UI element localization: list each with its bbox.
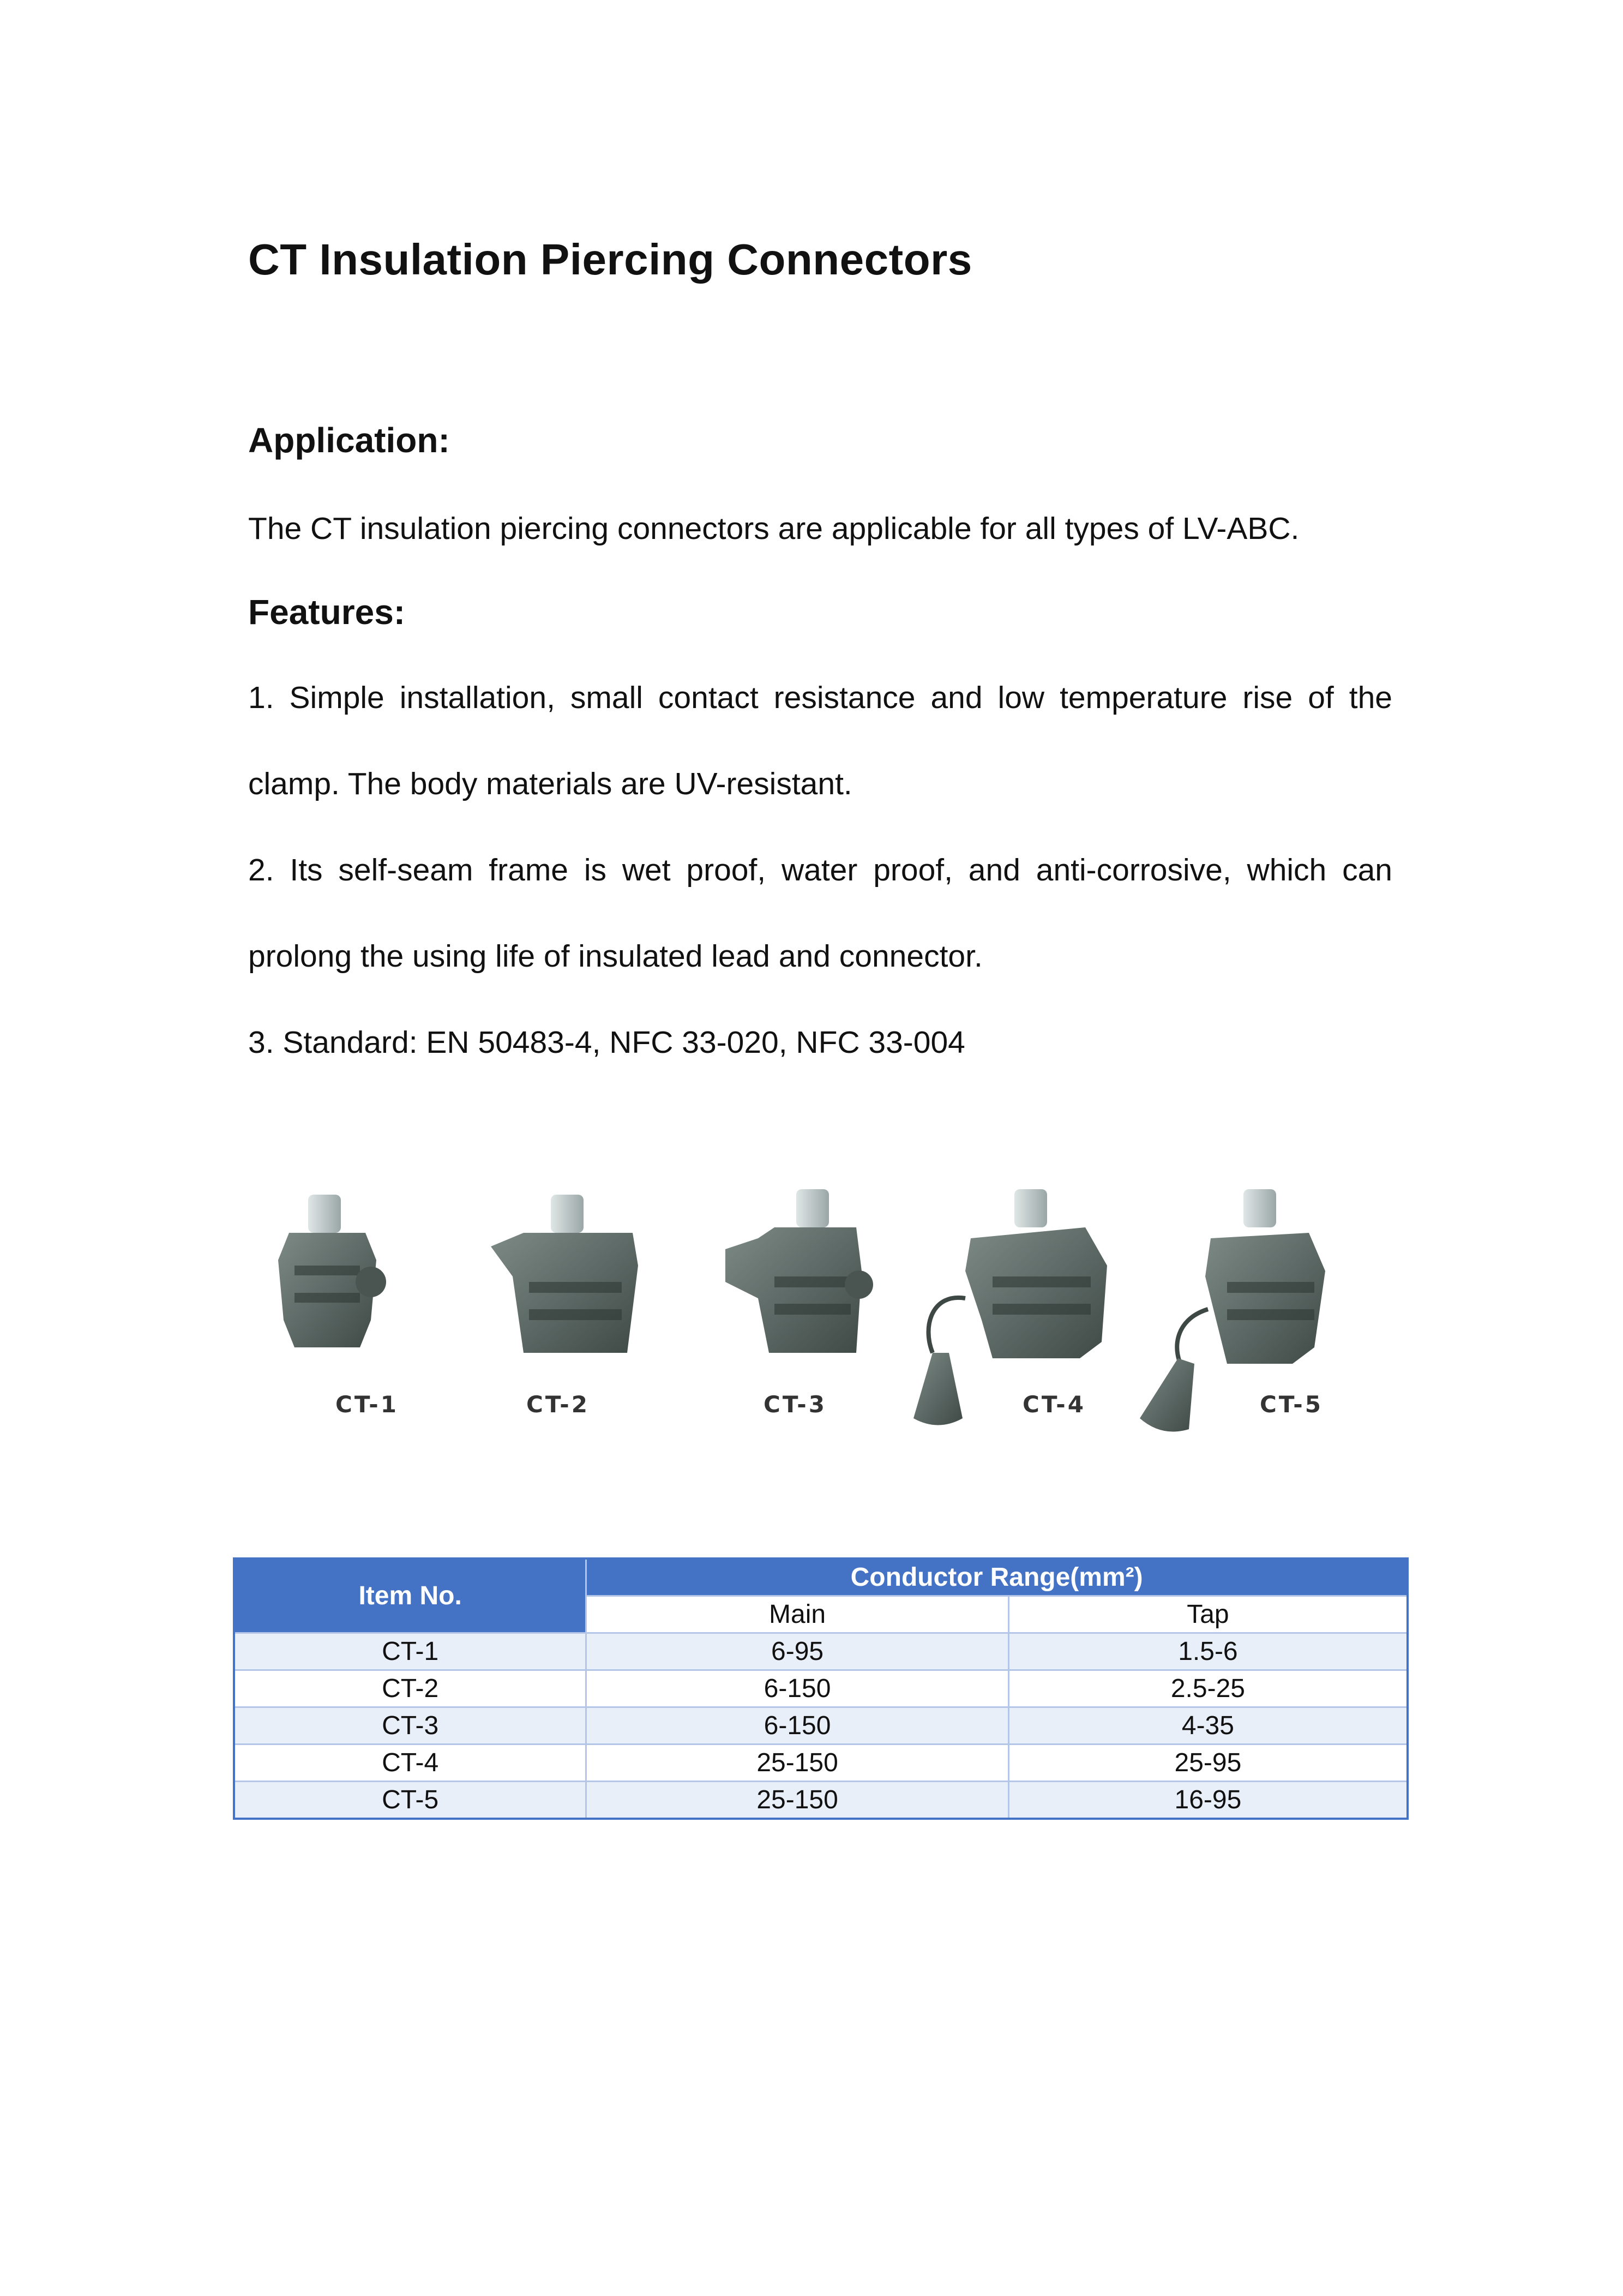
header-main: Main: [586, 1596, 1009, 1633]
cell-main: 6-95: [586, 1633, 1009, 1670]
conductor-range-table: [233, 1557, 1409, 1820]
cell-main: 6-150: [586, 1670, 1009, 1707]
feature-item-1: 1. Simple installation, small contact resistance and low temperature rise of the clamp. The body materials are UV-resistant.: [248, 680, 1392, 801]
header-conductor-range: Conductor Range(mm²): [586, 1558, 1408, 1596]
table-row: [234, 1745, 1408, 1782]
connector-label-ct5: CT-5: [1260, 1391, 1323, 1418]
connector-ct1-image: [278, 1195, 386, 1347]
header-item-no: Item No.: [234, 1558, 586, 1633]
cell-tap: 2.5-25: [1008, 1670, 1408, 1707]
connector-ct4-image: [913, 1189, 1107, 1425]
connectors-figure: [256, 1156, 1369, 1462]
cell-item: CT-4: [234, 1745, 586, 1782]
cell-tap: 25-95: [1008, 1745, 1408, 1782]
connector-ct2-image: [491, 1195, 638, 1353]
cell-item: CT-3: [234, 1707, 586, 1745]
cell-main: 25-150: [586, 1745, 1009, 1782]
cell-main: 25-150: [586, 1782, 1009, 1819]
features-heading: Features:: [248, 592, 406, 632]
connector-label-ct1: CT-1: [335, 1391, 399, 1418]
cell-item: CT-1: [234, 1633, 586, 1670]
feature-item-3: 3. Standard: EN 50483-4, NFC 33-020, NFC 33-004: [248, 1025, 965, 1060]
connector-label-ct2: CT-2: [526, 1391, 590, 1418]
cell-tap: 16-95: [1008, 1782, 1408, 1819]
table-row: [234, 1707, 1408, 1745]
cell-tap: 1.5-6: [1008, 1633, 1408, 1670]
table-row: [234, 1782, 1408, 1819]
connector-label-ct4: CT-4: [1023, 1391, 1086, 1418]
cell-item: CT-5: [234, 1782, 586, 1819]
cell-tap: 4-35: [1008, 1707, 1408, 1745]
feature-item-2: 2. Its self-seam frame is wet proof, water proof, and anti-corrosive, which can prolong the using life of insulated lead and connector.: [248, 853, 1392, 974]
application-heading: Application:: [248, 421, 450, 460]
connector-ct3-image: [725, 1189, 873, 1353]
table-row: [234, 1633, 1408, 1670]
header-tap: Tap: [1008, 1596, 1408, 1633]
connector-label-ct3: CT-3: [764, 1391, 827, 1418]
application-text: The CT insulation piercing connectors are applicable for all types of LV-ABC.: [248, 511, 1300, 546]
page-title: CT Insulation Piercing Connectors: [248, 235, 972, 284]
cell-item: CT-2: [234, 1670, 586, 1707]
cell-main: 6-150: [586, 1707, 1009, 1745]
table-row: [234, 1670, 1408, 1707]
